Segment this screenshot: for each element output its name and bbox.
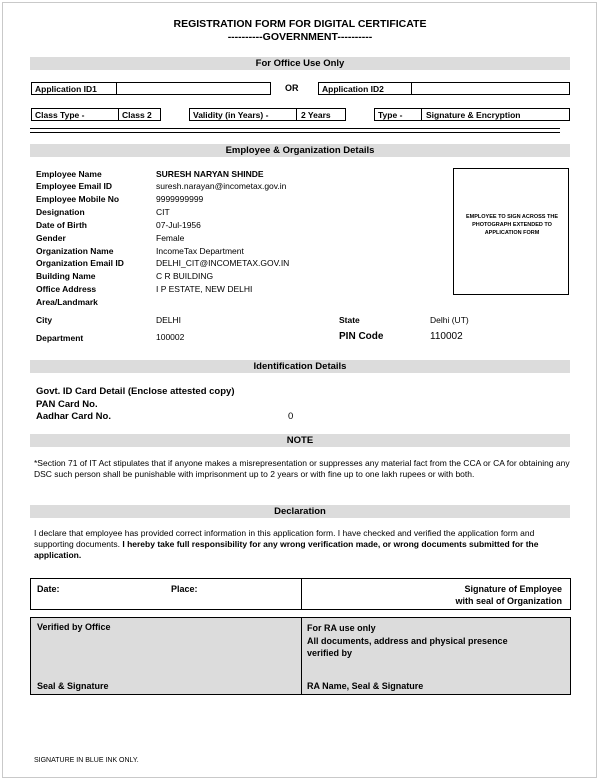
field-label: Employee Email ID xyxy=(36,181,113,191)
declaration-text-bold: I hereby take full responsibility for any wrong verification made, or wrong documents submitted for the application. xyxy=(34,539,539,560)
class-type-label: Class Type - xyxy=(35,110,85,120)
employee-mobile-value: 9999999999 xyxy=(156,194,204,204)
application-id1-field[interactable] xyxy=(31,82,271,95)
application-id2-field[interactable] xyxy=(318,82,570,95)
note-header: NOTE xyxy=(30,434,570,447)
gender-value: Female xyxy=(156,233,185,243)
photo-box xyxy=(453,168,569,295)
type-field xyxy=(374,108,570,121)
ra-line3: verified by xyxy=(307,648,353,658)
field-label: Employee Name xyxy=(36,169,102,179)
field-label: Building Name xyxy=(36,271,96,281)
employee-name-value: SURESH NARYAN SHINDE xyxy=(156,169,264,179)
ra-line2: All documents, address and physical presence xyxy=(307,635,508,646)
city-value: DELHI xyxy=(156,315,182,325)
employee-email-value: suresh.narayan@incometax.gov.in xyxy=(156,181,287,191)
signature-row xyxy=(30,578,571,610)
office-address-value: I P ESTATE, NEW DELHI xyxy=(156,284,253,294)
ra-use-block xyxy=(307,622,508,660)
office-use-header: For Office Use Only xyxy=(30,57,570,70)
city-label: City xyxy=(36,315,53,325)
field-label: Area/Landmark xyxy=(36,297,98,307)
pan-label: PAN Card No. xyxy=(36,399,98,410)
application-id2-label: Application ID2 xyxy=(322,84,384,94)
verified-by-office-label: Verified by Office xyxy=(37,622,111,632)
ra-sign-label: RA Name, Seal & Signature xyxy=(307,681,424,691)
note-text: *Section 71 of IT Act stipulates that if anyone makes a misrepresentation or suppresses any material fact from the CCA or CA for obtaining any DSC such person shall be punishable with imprisonment up to 2 years or with fine up to one lakh rupees or with both. xyxy=(34,458,570,479)
field-label: Organization Email ID xyxy=(36,258,124,268)
pin-value: 110002 xyxy=(430,331,463,342)
aadhar-value: 0 xyxy=(288,411,294,422)
field-label: Gender xyxy=(36,233,66,243)
employee-signature-label xyxy=(455,583,562,607)
declaration-header: Declaration xyxy=(30,505,570,518)
govt-id-label: Govt. ID Card Detail (Enclose attested copy) xyxy=(36,386,235,397)
validity-field xyxy=(189,108,346,121)
aadhar-label: Aadhar Card No. xyxy=(36,411,111,422)
type-value: Signature & Encryption xyxy=(426,110,521,120)
department-label: Department xyxy=(36,333,84,343)
or-label: OR xyxy=(285,83,299,93)
declaration-text-normal: I declare that employee has provided correct information in this application form. I have checked and verified the application form and supporting documents. xyxy=(34,528,535,549)
employee-details-header: Employee & Organization Details xyxy=(30,144,570,157)
date-label: Date: xyxy=(37,584,60,594)
identification-header: Identification Details xyxy=(30,360,570,373)
validity-value: 2 Years xyxy=(301,110,331,120)
photo-note: EMPLOYEE TO SIGN ACROSS THE PHOTOGRAPH EXTENDED TO APPLICATION FORM xyxy=(466,214,558,236)
field-label: Employee Mobile No xyxy=(36,194,120,204)
state-value: Delhi (UT) xyxy=(430,315,469,325)
application-id1-label: Application ID1 xyxy=(35,84,97,94)
ink-note: SIGNATURE IN BLUE INK ONLY. xyxy=(34,757,139,764)
field-label: Office Address xyxy=(36,284,97,294)
state-label: State xyxy=(339,315,360,325)
employee-sig-line2: with seal of Organization xyxy=(455,596,562,606)
department-value: 100002 xyxy=(156,332,185,342)
ra-line1: For RA use only xyxy=(307,623,376,633)
field-label: Designation xyxy=(36,207,85,217)
field-label: Organization Name xyxy=(36,246,114,256)
organization-email-value: DELHI_CIT@INCOMETAX.GOV.IN xyxy=(156,258,290,268)
class-type-value: Class 2 xyxy=(122,110,152,120)
validity-label: Validity (in Years) - xyxy=(193,110,269,120)
designation-value: CIT xyxy=(156,207,170,217)
place-label: Place: xyxy=(171,584,198,594)
verification-row xyxy=(30,617,571,695)
class-type-field xyxy=(31,108,161,121)
building-name-value: C R BUILDING xyxy=(156,271,214,281)
form-title: REGISTRATION FORM FOR DIGITAL CERTIFICATE xyxy=(173,18,427,30)
employee-sig-line1: Signature of Employee xyxy=(464,584,562,594)
pin-label: PIN Code xyxy=(339,331,384,342)
field-label: Date of Birth xyxy=(36,220,87,230)
form-subtitle: ----------GOVERNMENT---------- xyxy=(227,31,373,43)
organization-name-value: IncomeTax Department xyxy=(156,246,244,256)
seal-signature-label: Seal & Signature xyxy=(37,681,109,691)
type-label: Type - xyxy=(378,110,403,120)
declaration-text xyxy=(34,528,570,561)
divider-double xyxy=(30,128,560,133)
dob-value: 07-Jul-1956 xyxy=(156,220,201,230)
